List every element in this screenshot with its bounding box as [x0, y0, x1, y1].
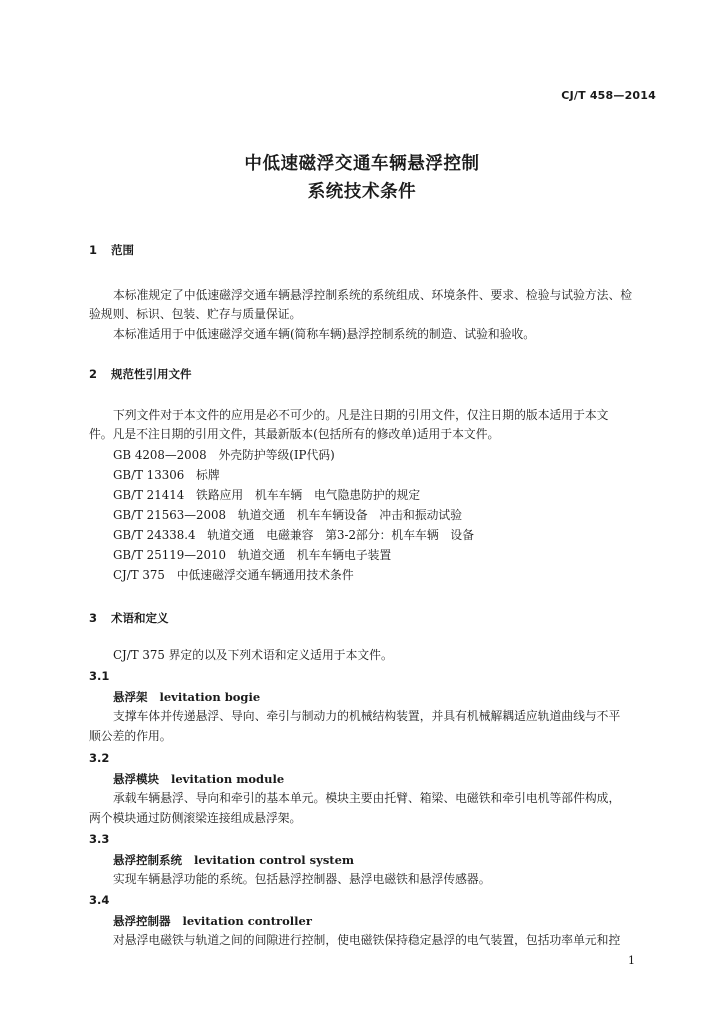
reference-title: 轨道交通 机车车辆电子装置 — [237, 548, 392, 562]
section-number: 2 — [89, 367, 98, 381]
reference-item — [113, 450, 335, 462]
reference-code: GB 4208—2008 — [113, 448, 207, 462]
term-chinese: 悬浮控制器 — [113, 914, 171, 928]
reference-item — [113, 570, 354, 582]
reference-code: GB/T 24338.4 — [113, 528, 196, 542]
section-heading-normative-references — [89, 366, 192, 382]
term-english: levitation bogie — [159, 690, 261, 704]
references-intro-line: 下列文件对于本文件的应用是必不可少的。凡是注日期的引用文件，仅注日期的版本适用于本文 — [113, 408, 609, 422]
section-heading-scope — [89, 242, 134, 258]
scope-paragraph-applicability: 本标准适用于中低速磁浮交通车辆(简称车辆)悬浮控制系统的制造、试验和验收。 — [113, 327, 536, 341]
term-entry — [113, 913, 312, 929]
reference-title: 标牌 — [196, 468, 220, 482]
term-definition-line: 顺公差的作用。 — [89, 729, 172, 743]
term-definition-line: 对悬浮电磁铁与轨道之间的间隙进行控制，使电磁铁保持稳定悬浮的电气装置，包括功率单元和控 — [113, 933, 621, 947]
reference-title: 铁路应用 机车车辆 电气隐患防护的规定 — [196, 488, 421, 502]
page-number: 1 — [628, 954, 635, 967]
scope-paragraph-line: 本标准规定了中低速磁浮交通车辆悬浮控制系统的系统组成、环境条件、要求、检验与试验方法、检 — [113, 288, 633, 302]
scope-paragraph-line: 验规则、标识、包装、贮存与质量保证。 — [89, 307, 302, 321]
reference-item — [113, 470, 220, 482]
clause-number: 3.2 — [89, 751, 110, 765]
section-number: 3 — [89, 611, 98, 625]
reference-title: 外壳防护等级(IP代码) — [218, 448, 335, 462]
section-heading-terms-definitions — [89, 610, 169, 626]
reference-code: GB/T 13306 — [113, 468, 185, 482]
section-title: 术语和定义 — [111, 611, 169, 625]
reference-item — [113, 490, 420, 502]
term-entry — [113, 771, 284, 787]
reference-title: 中低速磁浮交通车辆通用技术条件 — [176, 568, 354, 582]
clause-number: 3.3 — [89, 832, 110, 846]
terms-intro: CJ/T 375 界定的以及下列术语和定义适用于本文件。 — [113, 648, 393, 662]
reference-code: CJ/T 375 — [113, 568, 165, 582]
reference-code: GB/T 21414 — [113, 488, 185, 502]
term-entry — [113, 852, 354, 868]
term-english: levitation controller — [182, 914, 312, 928]
reference-code: GB/T 25119—2010 — [113, 548, 227, 562]
term-chinese: 悬浮架 — [113, 690, 148, 704]
term-chinese: 悬浮模块 — [113, 772, 159, 786]
term-definition-line: 实现车辆悬浮功能的系统。包括悬浮控制器、悬浮电磁铁和悬浮传感器。 — [113, 872, 491, 886]
reference-item — [113, 510, 462, 522]
reference-code: GB/T 21563—2008 — [113, 508, 227, 522]
term-entry — [113, 689, 260, 705]
term-english: levitation control system — [194, 853, 355, 867]
term-english: levitation module — [171, 772, 285, 786]
term-definition-line: 支撑车体并传递悬浮、导向、牵引与制动力的机械结构装置，并具有机械解耦适应轨道曲线与不平 — [113, 709, 621, 723]
document-title-line1: 中低速磁浮交通车辆悬浮控制 — [244, 154, 480, 174]
reference-item — [113, 530, 474, 542]
section-title: 规范性引用文件 — [111, 367, 192, 381]
reference-item — [113, 550, 391, 562]
references-intro-line: 件。凡是不注日期的引用文件，其最新版本(包括所有的修改单)适用于本文件。 — [89, 427, 500, 441]
term-definition-line: 两个模块通过防侧滚梁连接组成悬浮架。 — [89, 811, 302, 825]
term-chinese: 悬浮控制系统 — [113, 853, 182, 867]
standard-code: CJ/T 458—2014 — [561, 89, 656, 102]
document-title-line2: 系统技术条件 — [307, 182, 417, 202]
clause-number: 3.4 — [89, 893, 110, 907]
reference-title: 轨道交通 机车车辆设备 冲击和振动试验 — [237, 508, 463, 522]
section-title: 范围 — [111, 243, 134, 257]
term-definition-line: 承载车辆悬浮、导向和牵引的基本单元。模块主要由托臂、箱梁、电磁铁和牵引电机等部件构成， — [113, 791, 621, 805]
clause-number: 3.1 — [89, 669, 110, 683]
reference-title: 轨道交通 电磁兼容 第3-2部分：机车车辆 设备 — [207, 528, 475, 542]
section-number: 1 — [89, 243, 98, 257]
